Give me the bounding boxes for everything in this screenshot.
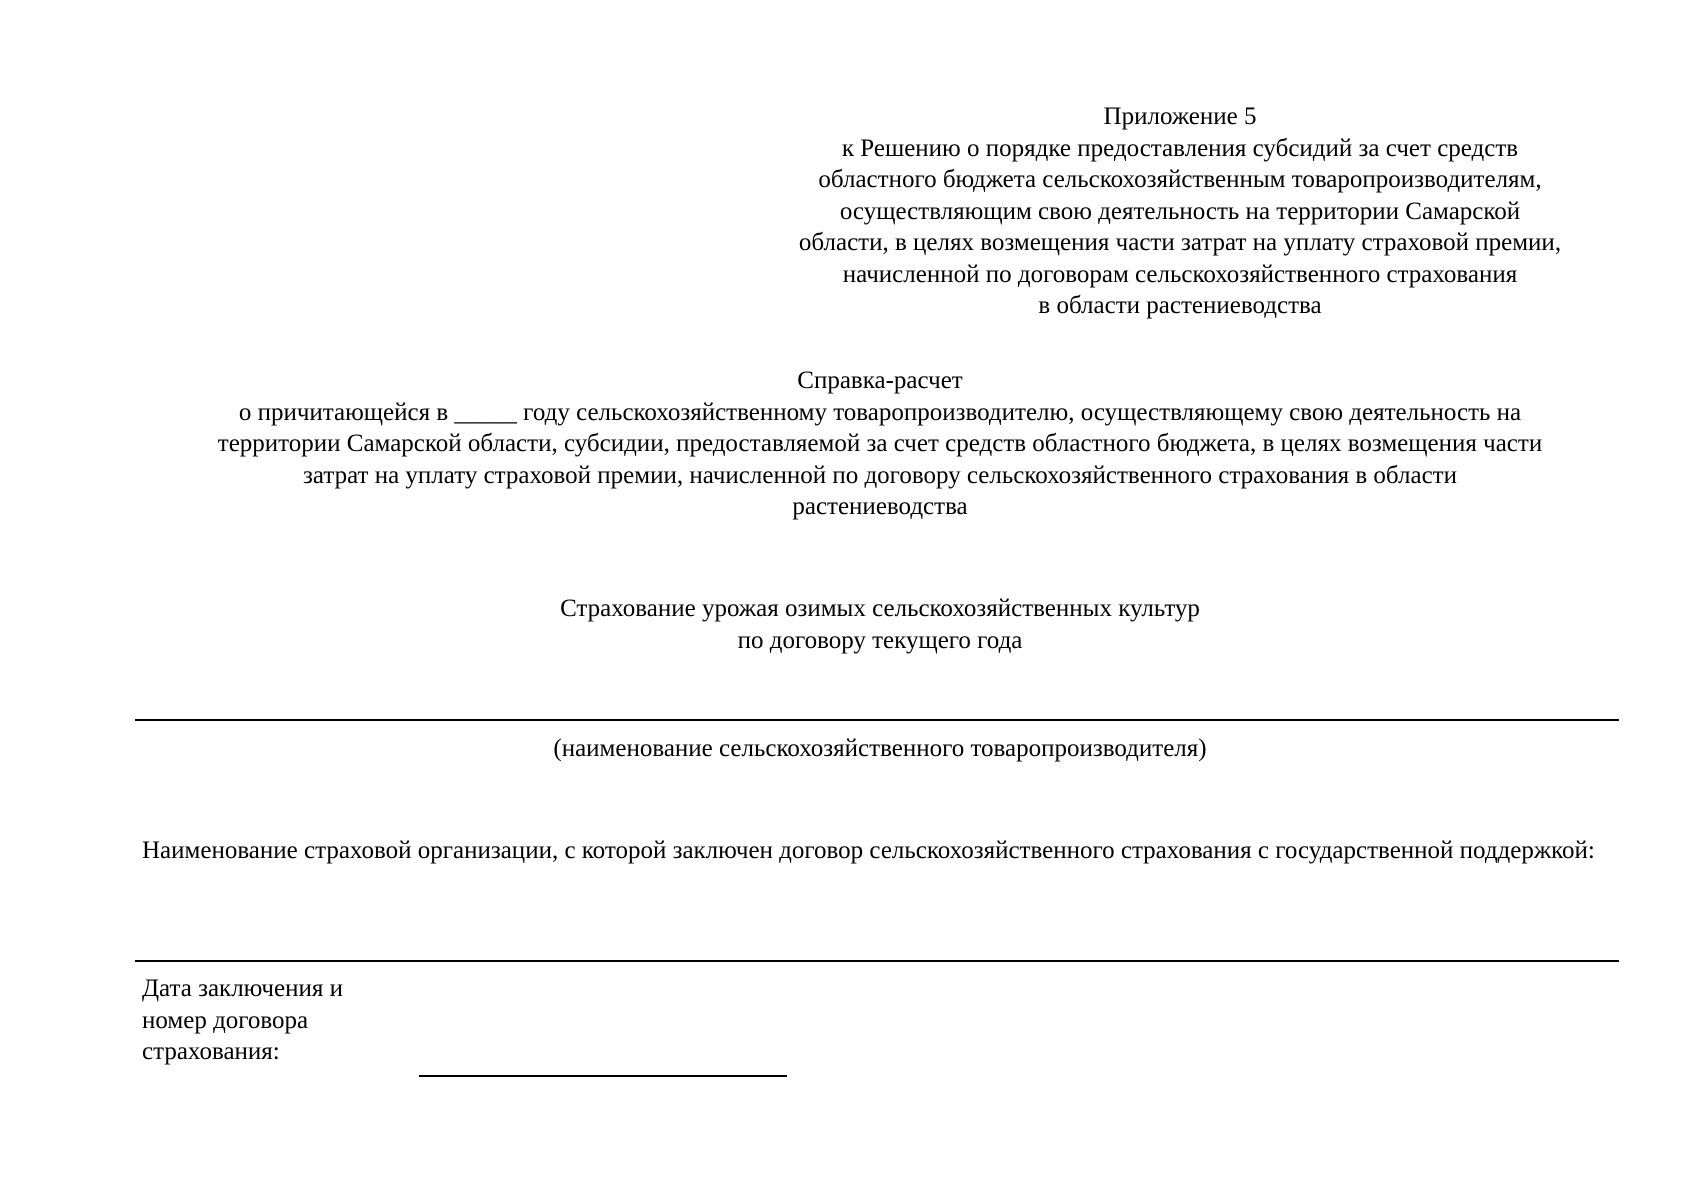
appendix-text-line: областного бюджета сельскохозяйственным товаропроизводителям, [818, 166, 1542, 193]
document-title-line: территории Самарской области, субсидии, предоставляемой за счет средств областного бюджета, в целях возмещения части [217, 430, 1543, 457]
document-title-heading: Справка-расчет [797, 367, 963, 394]
contract-date-number-label [142, 973, 343, 1068]
appendix-header [700, 101, 1660, 322]
appendix-text-line: области, в целях возмещения части затрат на уплату страховой премии, [798, 229, 1562, 256]
document-title [100, 365, 1660, 523]
appendix-text-line: к Решению о порядке предоставления субсидий за счет средств [841, 134, 1519, 162]
document-title-line: растениеводства [792, 493, 968, 520]
contract-label-line: номер договора [142, 1006, 309, 1034]
document-title-line: затрат на уплату страховой премии, начисленной по договору сельскохозяйственного страхования в области [303, 461, 1457, 489]
producer-name-caption [100, 733, 1660, 765]
appendix-text-line: начисленной по договорам сельскохозяйственного страхования [842, 260, 1518, 288]
contract-label-line: Дата заключения и [142, 975, 343, 1002]
appendix-number: Приложение 5 [1103, 103, 1257, 130]
insurance-type-line: Страхование урожая озимых сельскохозяйственных культур [560, 595, 1200, 622]
contract-label-line: страхования: [142, 1038, 280, 1065]
document-title-line: о причитающейся в _____ году сельскохозяйственному товаропроизводителю, осуществляющему свою деятельность на [238, 398, 1522, 426]
insurer-name-fill-line[interactable] [135, 960, 1619, 962]
insurance-type-heading [100, 593, 1660, 656]
producer-name-caption-text: (наименование сельскохозяйственного товаропроизводителя) [553, 735, 1207, 762]
appendix-text-line: в области растениеводства [1038, 292, 1322, 319]
contract-date-number-fill-line[interactable] [419, 1075, 787, 1077]
appendix-text-line: осуществляющим свою деятельность на территории Самарской [839, 197, 1521, 225]
insurance-type-line: по договору текущего года [737, 626, 1023, 654]
producer-name-fill-line[interactable] [135, 719, 1619, 721]
insurer-name-label: Наименование страховой организации, с которой заключен договор сельскохозяйственного страхования с государственной поддержкой: [142, 837, 1595, 864]
